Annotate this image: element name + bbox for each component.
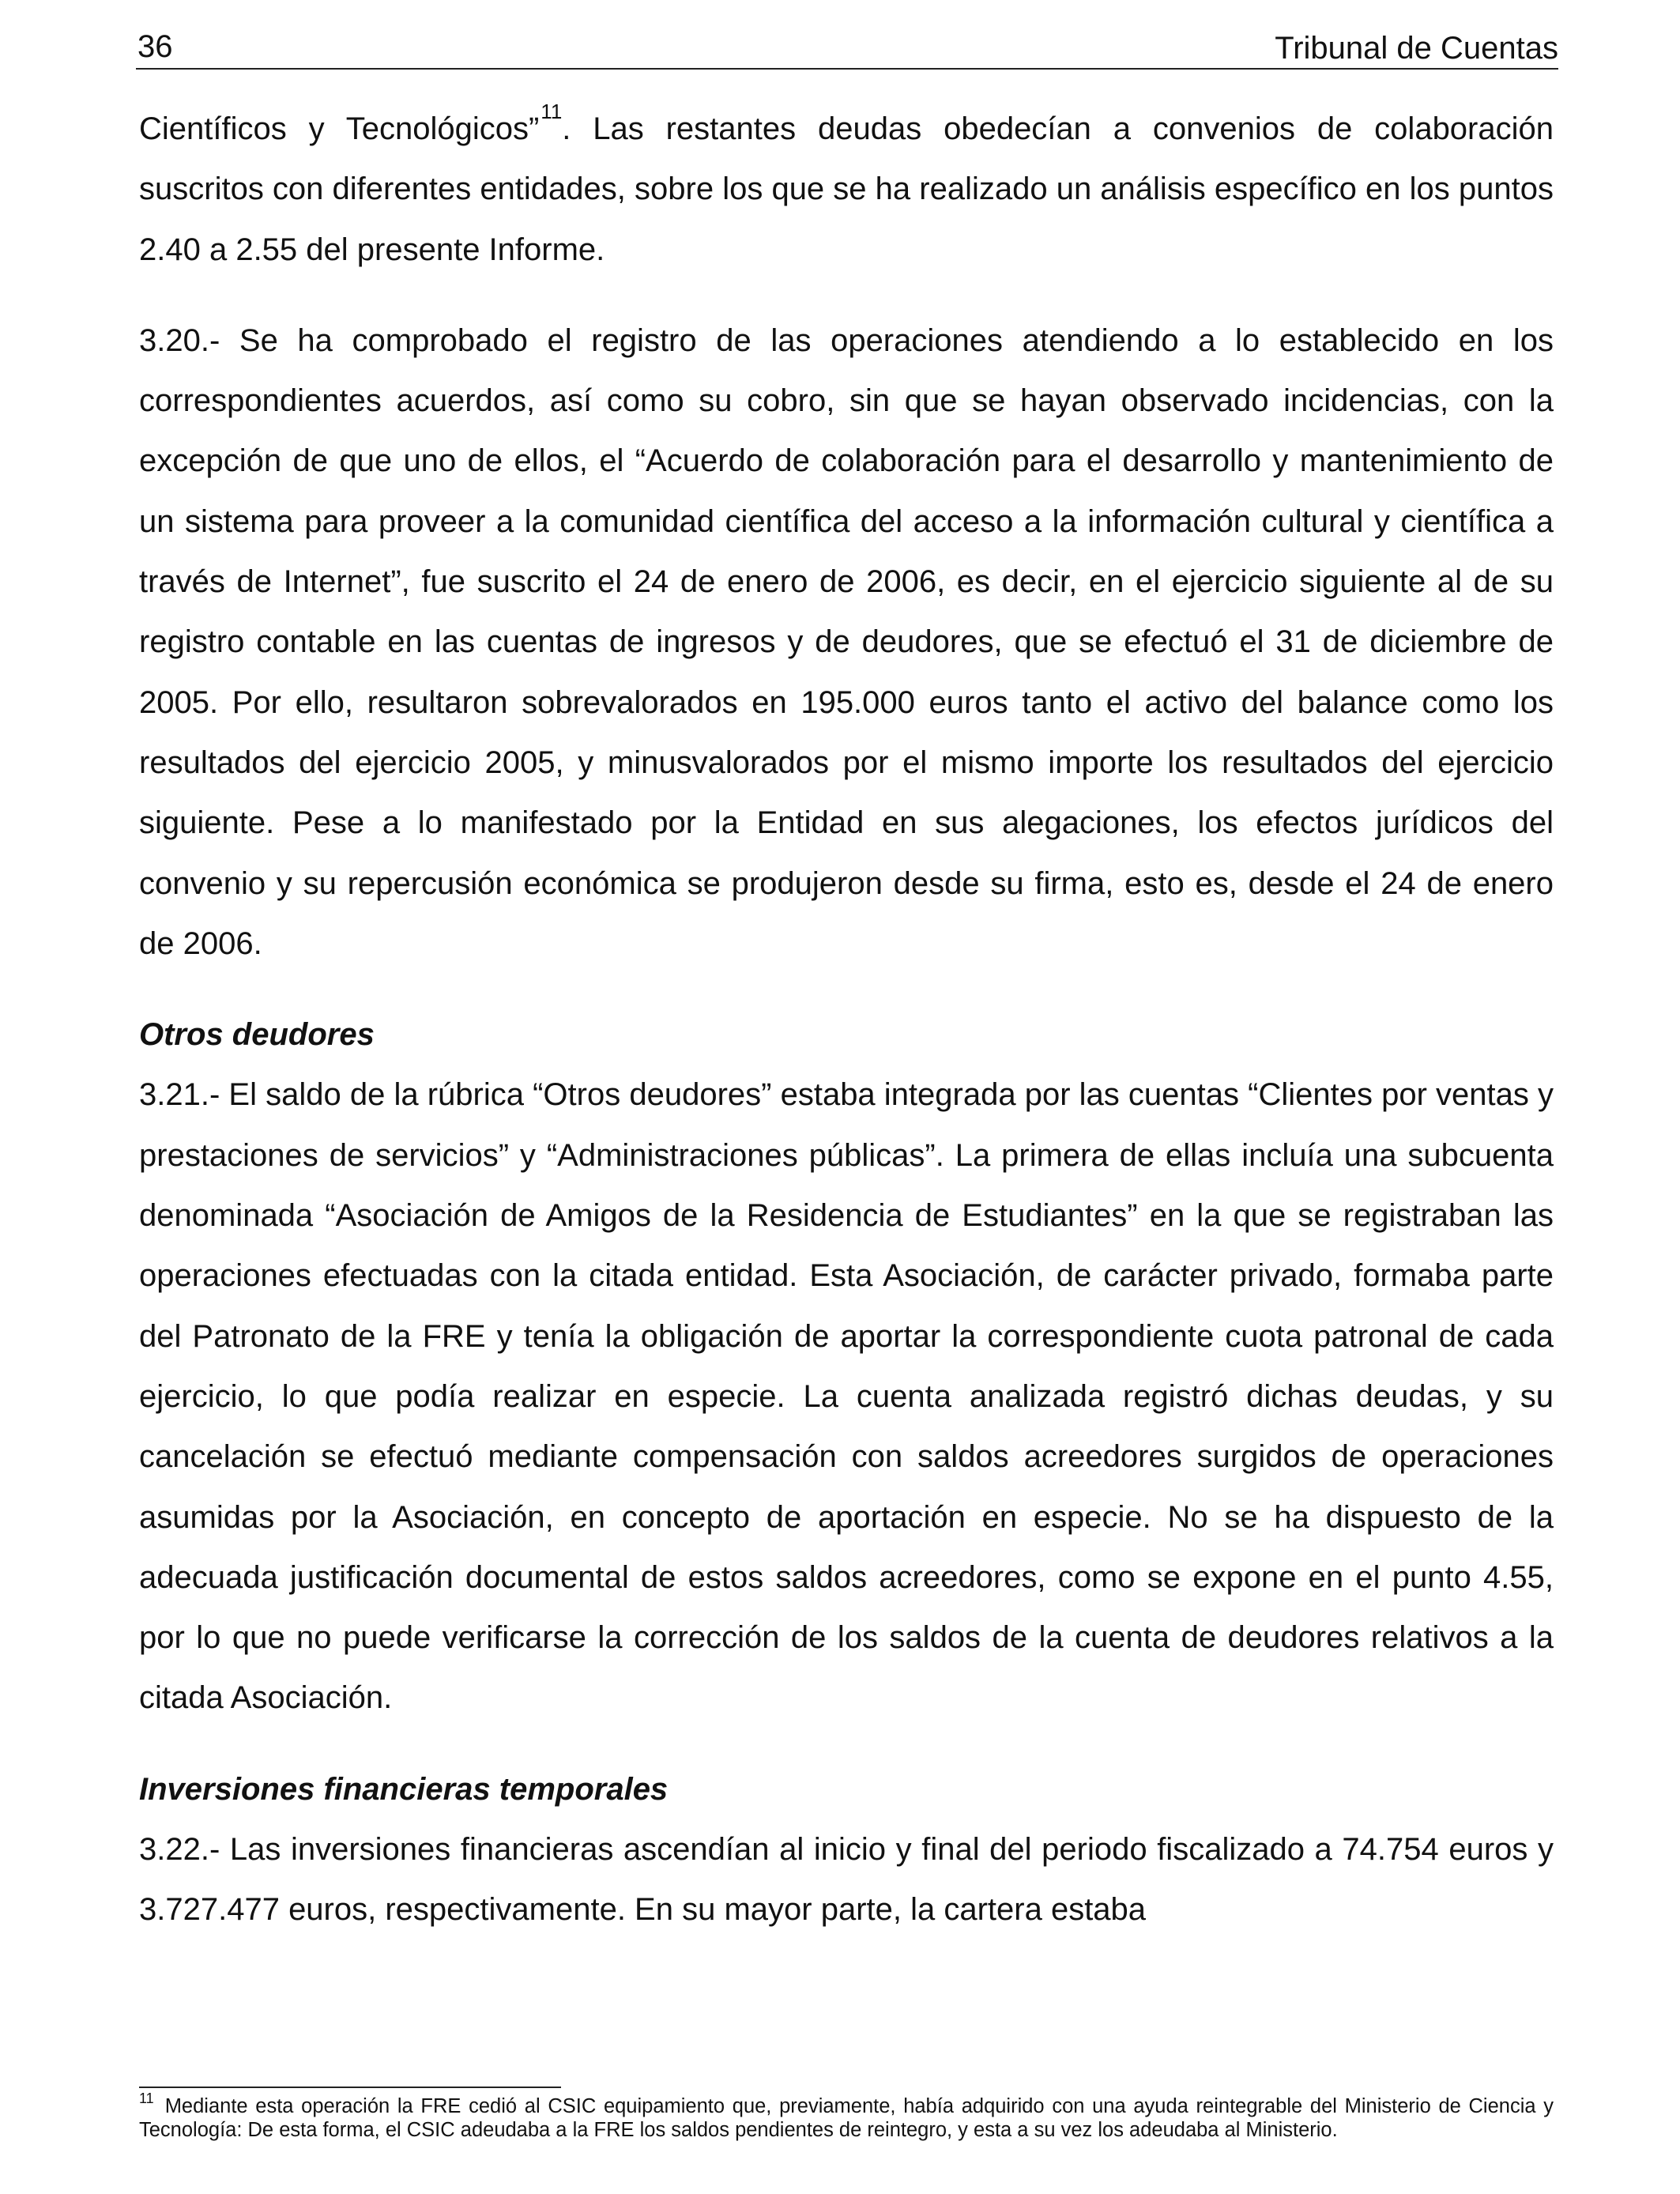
paragraph-intro bbox=[139, 99, 1554, 280]
heading-otros-deudores: Otros deudores bbox=[139, 1017, 375, 1053]
footnote-separator bbox=[139, 2087, 561, 2088]
page-header bbox=[136, 24, 1558, 70]
paragraph-3-22: 3.22.- Las inversiones financieras ascendían al inicio y final del periodo fiscalizado a 74.754 euros y 3.727.477 euros, respectivamente. En su mayor parte, la cartera estaba bbox=[139, 1832, 1554, 1928]
footnote-number: 11 bbox=[139, 2090, 154, 2106]
intro-text-rest: . Las restantes deudas obedecían a convenios de colaboración suscritos con diferentes entidades, sobre los que se ha realizado un análisis específico en los puntos 2.40 a 2.55 del presente Informe. bbox=[139, 111, 1554, 267]
footnote-reference: 11 bbox=[541, 100, 563, 123]
footnote-text: Mediante esta operación la FRE cedió al CSIC equipamiento que, previamente, había adquirido con una ayuda reintegrable del Ministerio de Ciencia y Tecnología: De esta forma, el CSIC adeudaba a la FRE los saldos pendientes de reintegro, y esta a su vez los adeudaba al Ministerio. bbox=[139, 2095, 1554, 2141]
page-number: 36 bbox=[137, 29, 173, 64]
running-title: Tribunal de Cuentas bbox=[1275, 31, 1558, 66]
intro-text: Científicos y Tecnológicos” bbox=[139, 111, 540, 146]
heading-inversiones-financieras: Inversiones financieras temporales bbox=[139, 1771, 669, 1807]
paragraph-3-21: 3.21.- El saldo de la rúbrica “Otros deudores” estaba integrada por las cuentas “Clientes por ventas y prestaciones de servicios” y “Administraciones públicas”. La primera de ellas incluía una subcuenta denominada “Asociación de Amigos de la Residencia de Estudiantes” en la que se registraban las operaciones efectuadas con la citada entidad. Esta Asociación, de carácter privado, formaba parte del Patronato de la FRE y tenía la obligación de aportar la correspondiente cuota patronal de cada ejercicio, lo que podía realizar en especie. La cuenta analizada registró dichas deudas, y su cancelación se efectuó mediante compensación con saldos acreedores surgidos de operaciones asumidas por la Asociación, en concepto de aportación en especie. No se ha dispuesto de la adecuada justificación documental de estos saldos acreedores, como se expone en el punto 4.55, por lo que no puede verificarse la corrección de los saldos de la cuenta de deudores relativos a la citada Asociación. bbox=[139, 1077, 1554, 1716]
paragraph-3-20: 3.20.- Se ha comprobado el registro de las operaciones atendiendo a lo establecido en los correspondientes acuerdos, así como su cobro, sin que se hayan observado incidencias, con la excepción de que uno de ellos, el “Acuerdo de colaboración para el desarrollo y mantenimiento de un sistema para proveer a la comunidad científica del acceso a la información cultural y científica a través de Internet”, fue suscrito el 24 de enero de 2006, es decir, en el ejercicio siguiente al de su registro contable en las cuentas de ingresos y de deudores, que se efectuó el 31 de diciembre de 2005. Por ello, resultaron sobrevalorados en 195.000 euros tanto el activo del balance como los resultados del ejercicio 2005, y minusvalorados por el mismo importe los resultados del ejercicio siguiente. Pese a lo manifestado por la Entidad en sus alegaciones, los efectos jurídicos del convenio y su repercusión económica se produjeron desde su firma, esto es, desde el 24 de enero de 2006. bbox=[139, 322, 1554, 961]
document-body bbox=[139, 99, 1554, 1940]
footnote bbox=[139, 2090, 1554, 2142]
